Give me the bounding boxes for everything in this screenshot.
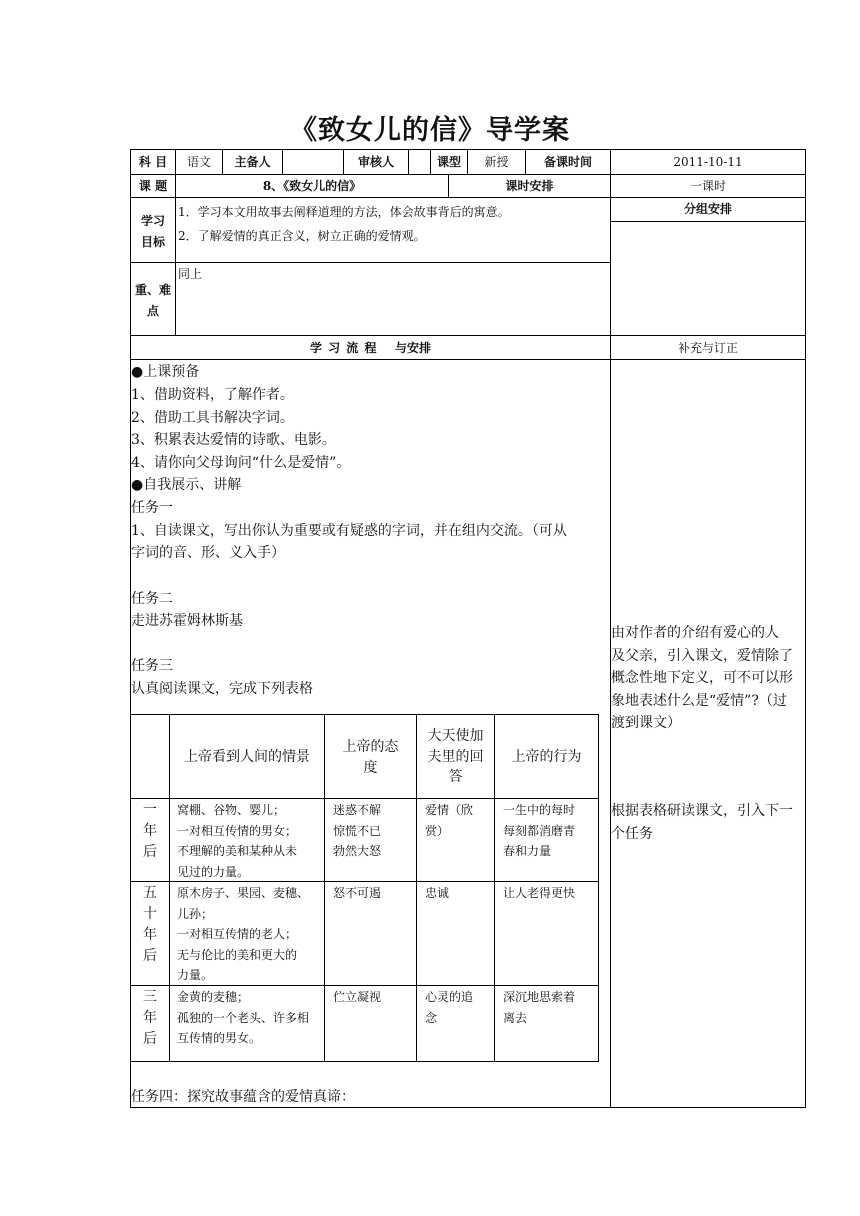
- col-rule: [408, 149, 409, 175]
- side-note-line: 概念性地下定义，可不可以形: [611, 670, 793, 686]
- row-time-char: 年: [143, 1010, 157, 1026]
- page-title: 《致女儿的信》导学案: [290, 115, 570, 146]
- reviewer-label: 审核人: [357, 155, 394, 169]
- prep-time-value: 2011-10-11: [673, 155, 743, 169]
- row-time-char: 年: [143, 927, 157, 943]
- header-answer: [417, 726, 494, 788]
- row-time-char: 后: [143, 948, 157, 964]
- subject-value: 语文: [186, 155, 211, 169]
- row-scene: [177, 883, 309, 986]
- row-time-char: 一: [143, 802, 157, 818]
- header-answer-line: 答: [448, 769, 463, 785]
- row-scene-line: 见过的力量。: [177, 864, 250, 879]
- row-scene-line: 儿孙；: [177, 906, 214, 921]
- side-note-line: 象地表述什么是“爱情”?（过: [611, 692, 787, 709]
- row-action-line: 深沉地思索着: [503, 990, 576, 1004]
- header-attitude-line: 上帝的态: [342, 739, 399, 755]
- topic-value: 8、《致女儿的信》: [262, 179, 362, 193]
- supplement-label: 补充与订正: [677, 341, 738, 355]
- row-rule: [130, 174, 806, 175]
- goal-2: 2．了解爱情的真正含义，树立正确的爱情观。: [178, 229, 426, 243]
- row-action-line: 一生中的每时: [503, 803, 576, 817]
- goals-label-line: 学习: [140, 214, 165, 228]
- side-note-line: 由对作者的介绍有爱心的人: [611, 625, 779, 641]
- col-rule: [282, 149, 283, 175]
- header-answer-line: 大天使加: [427, 728, 484, 744]
- row-time: [131, 800, 169, 863]
- side-note-intro: [611, 622, 793, 735]
- subject-label: 科 目: [138, 155, 168, 169]
- row-scene-line: 金黄的麦穗；: [177, 990, 250, 1004]
- key-points-label-line: 点: [146, 304, 159, 318]
- body-line: 2、借助工具书解决字词。: [131, 410, 294, 426]
- type-value: 新授: [484, 155, 509, 169]
- row-answer-line: 心灵的追: [425, 990, 474, 1004]
- key-points-label-line: 重、难: [134, 283, 171, 297]
- task2-text: 走进苏霍姆林斯基: [131, 613, 243, 629]
- row-scene-line: 无与伦比的美和更大的: [177, 947, 298, 962]
- body-line: ●上课预备: [131, 364, 200, 380]
- header-attitude-line: 度: [363, 759, 378, 776]
- row-time: [131, 987, 169, 1050]
- row-time-char: 三: [143, 989, 157, 1005]
- preparer-label: 主备人: [234, 155, 271, 169]
- row-time-char: 十: [143, 906, 157, 922]
- goals-label-line: 目标: [140, 235, 165, 249]
- row-time-char: 年: [143, 823, 157, 839]
- row-attitude-line: 勃然大怒: [333, 844, 382, 858]
- row-action: [503, 800, 575, 862]
- header-action-line: 上帝的行为: [511, 749, 582, 765]
- body-line: 4、请你向父母询问“什么是爱情”。: [131, 455, 351, 471]
- task3-title: 任务三: [131, 658, 173, 674]
- header-answer-line: 夫里的回: [427, 748, 484, 765]
- outer-right-border: [805, 149, 806, 1108]
- body-line: 任务一: [131, 500, 173, 516]
- topic-label: 课 题: [138, 179, 168, 193]
- row-action-line: 让人老得更快: [503, 886, 576, 900]
- row-scene-line: 一对相互传情的男女；: [177, 823, 298, 838]
- side-note-line: 个任务: [611, 825, 653, 842]
- row-action: [503, 883, 575, 904]
- row-answer-line: 赏）: [425, 823, 450, 838]
- task4-text: 任务四：探究故事蕴含的爱情真谛：: [131, 1089, 355, 1105]
- row-attitude-line: 迷惑不解: [333, 803, 382, 817]
- row-time: [131, 883, 169, 967]
- header-scene-line: 上帝看到人间的情景: [184, 749, 310, 765]
- row-scene-line: 互传情的男女。: [177, 1031, 262, 1045]
- row-answer: [425, 883, 449, 904]
- row-scene: [177, 987, 309, 1049]
- goal-1: 1．学习本文用故事去阐释道理的方法，体会故事背后的寓意。: [178, 205, 510, 219]
- schedule-label: 课时安排: [505, 179, 554, 193]
- row-action-line: 每刻都消磨青: [503, 823, 576, 838]
- row-attitude: [333, 800, 381, 862]
- header-action: [495, 747, 598, 768]
- inner-table-bottom: [130, 1061, 599, 1062]
- row-scene-line: 不理解的美和某种从未: [177, 844, 298, 858]
- row-scene-line: 一对相互传情的老人；: [177, 927, 298, 941]
- row-scene-line: 窝棚、谷物、婴儿；: [177, 803, 286, 817]
- prep-time-label: 备课时间: [543, 155, 592, 169]
- row-time-char: 后: [143, 1031, 157, 1047]
- key-points-label: [131, 280, 175, 322]
- row-attitude-line: 惊慌不已: [333, 823, 382, 838]
- goals-label: [131, 211, 175, 253]
- row-attitude: [333, 883, 381, 904]
- row-attitude: [333, 987, 381, 1008]
- row-action-line: 离去: [503, 1010, 528, 1025]
- row-scene-line: 原木房子、果园、麦穗、: [177, 886, 310, 900]
- side-note-line: 及父亲，引入课文，爱情除了: [611, 647, 793, 664]
- row-rule: [130, 197, 806, 198]
- header-scene: [170, 747, 324, 768]
- row-scene-line: 孤独的一个老头、许多相: [177, 1010, 310, 1025]
- side-note-table: [611, 800, 793, 845]
- side-note-line: 渡到课文）: [611, 715, 681, 731]
- side-note-line: 根据表格研读课文，引入下一: [611, 803, 793, 819]
- row-rule: [610, 221, 806, 222]
- row-action: [503, 987, 575, 1028]
- row-attitude-line: 伫立凝视: [333, 990, 382, 1004]
- row-answer: [425, 987, 473, 1028]
- row-rule: [130, 359, 806, 360]
- row-answer-line: 爱情（欣: [425, 803, 474, 817]
- task2-title: 任务二: [131, 591, 173, 607]
- row-answer: [425, 800, 473, 841]
- row-rule: [130, 262, 611, 263]
- row-answer-line: 念: [425, 1010, 438, 1025]
- outer-top-border: [130, 149, 806, 150]
- row-answer-line: 忠诚: [425, 886, 450, 900]
- body-line: 1、借助资料，了解作者。: [131, 387, 294, 403]
- type-label: 课型: [436, 155, 461, 169]
- body-line: ●自我展示、讲解: [131, 477, 242, 493]
- group-label: 分组安排: [683, 202, 732, 216]
- inner-table-col: [598, 714, 599, 1062]
- key-points-value: 同上: [178, 267, 203, 281]
- row-action-line: 春和力量: [503, 844, 552, 858]
- inner-table-top: [130, 714, 599, 715]
- row-time-char: 五: [143, 885, 157, 901]
- inner-table-rule: [130, 798, 599, 799]
- body-line: 3、积累表达爱情的诗歌、电影。: [131, 432, 336, 448]
- row-scene: [177, 800, 297, 882]
- row-attitude-line: 怒不可遏: [333, 886, 382, 900]
- body-line: 字词的音、形、义入手）: [131, 545, 285, 561]
- schedule-value: 一课时: [689, 179, 726, 193]
- task3-text: 认真阅读课文，完成下列表格: [131, 681, 313, 697]
- row-scene-line: 力量。: [177, 968, 214, 982]
- body-line: 1、自读课文，写出你认为重要或有疑惑的字词，并在组内交流。（可从: [131, 523, 567, 539]
- header-attitude: [325, 737, 416, 778]
- process-label: 学 习 流 程 与安排: [309, 341, 432, 355]
- row-time-char: 后: [143, 844, 157, 860]
- row-rule: [130, 335, 806, 336]
